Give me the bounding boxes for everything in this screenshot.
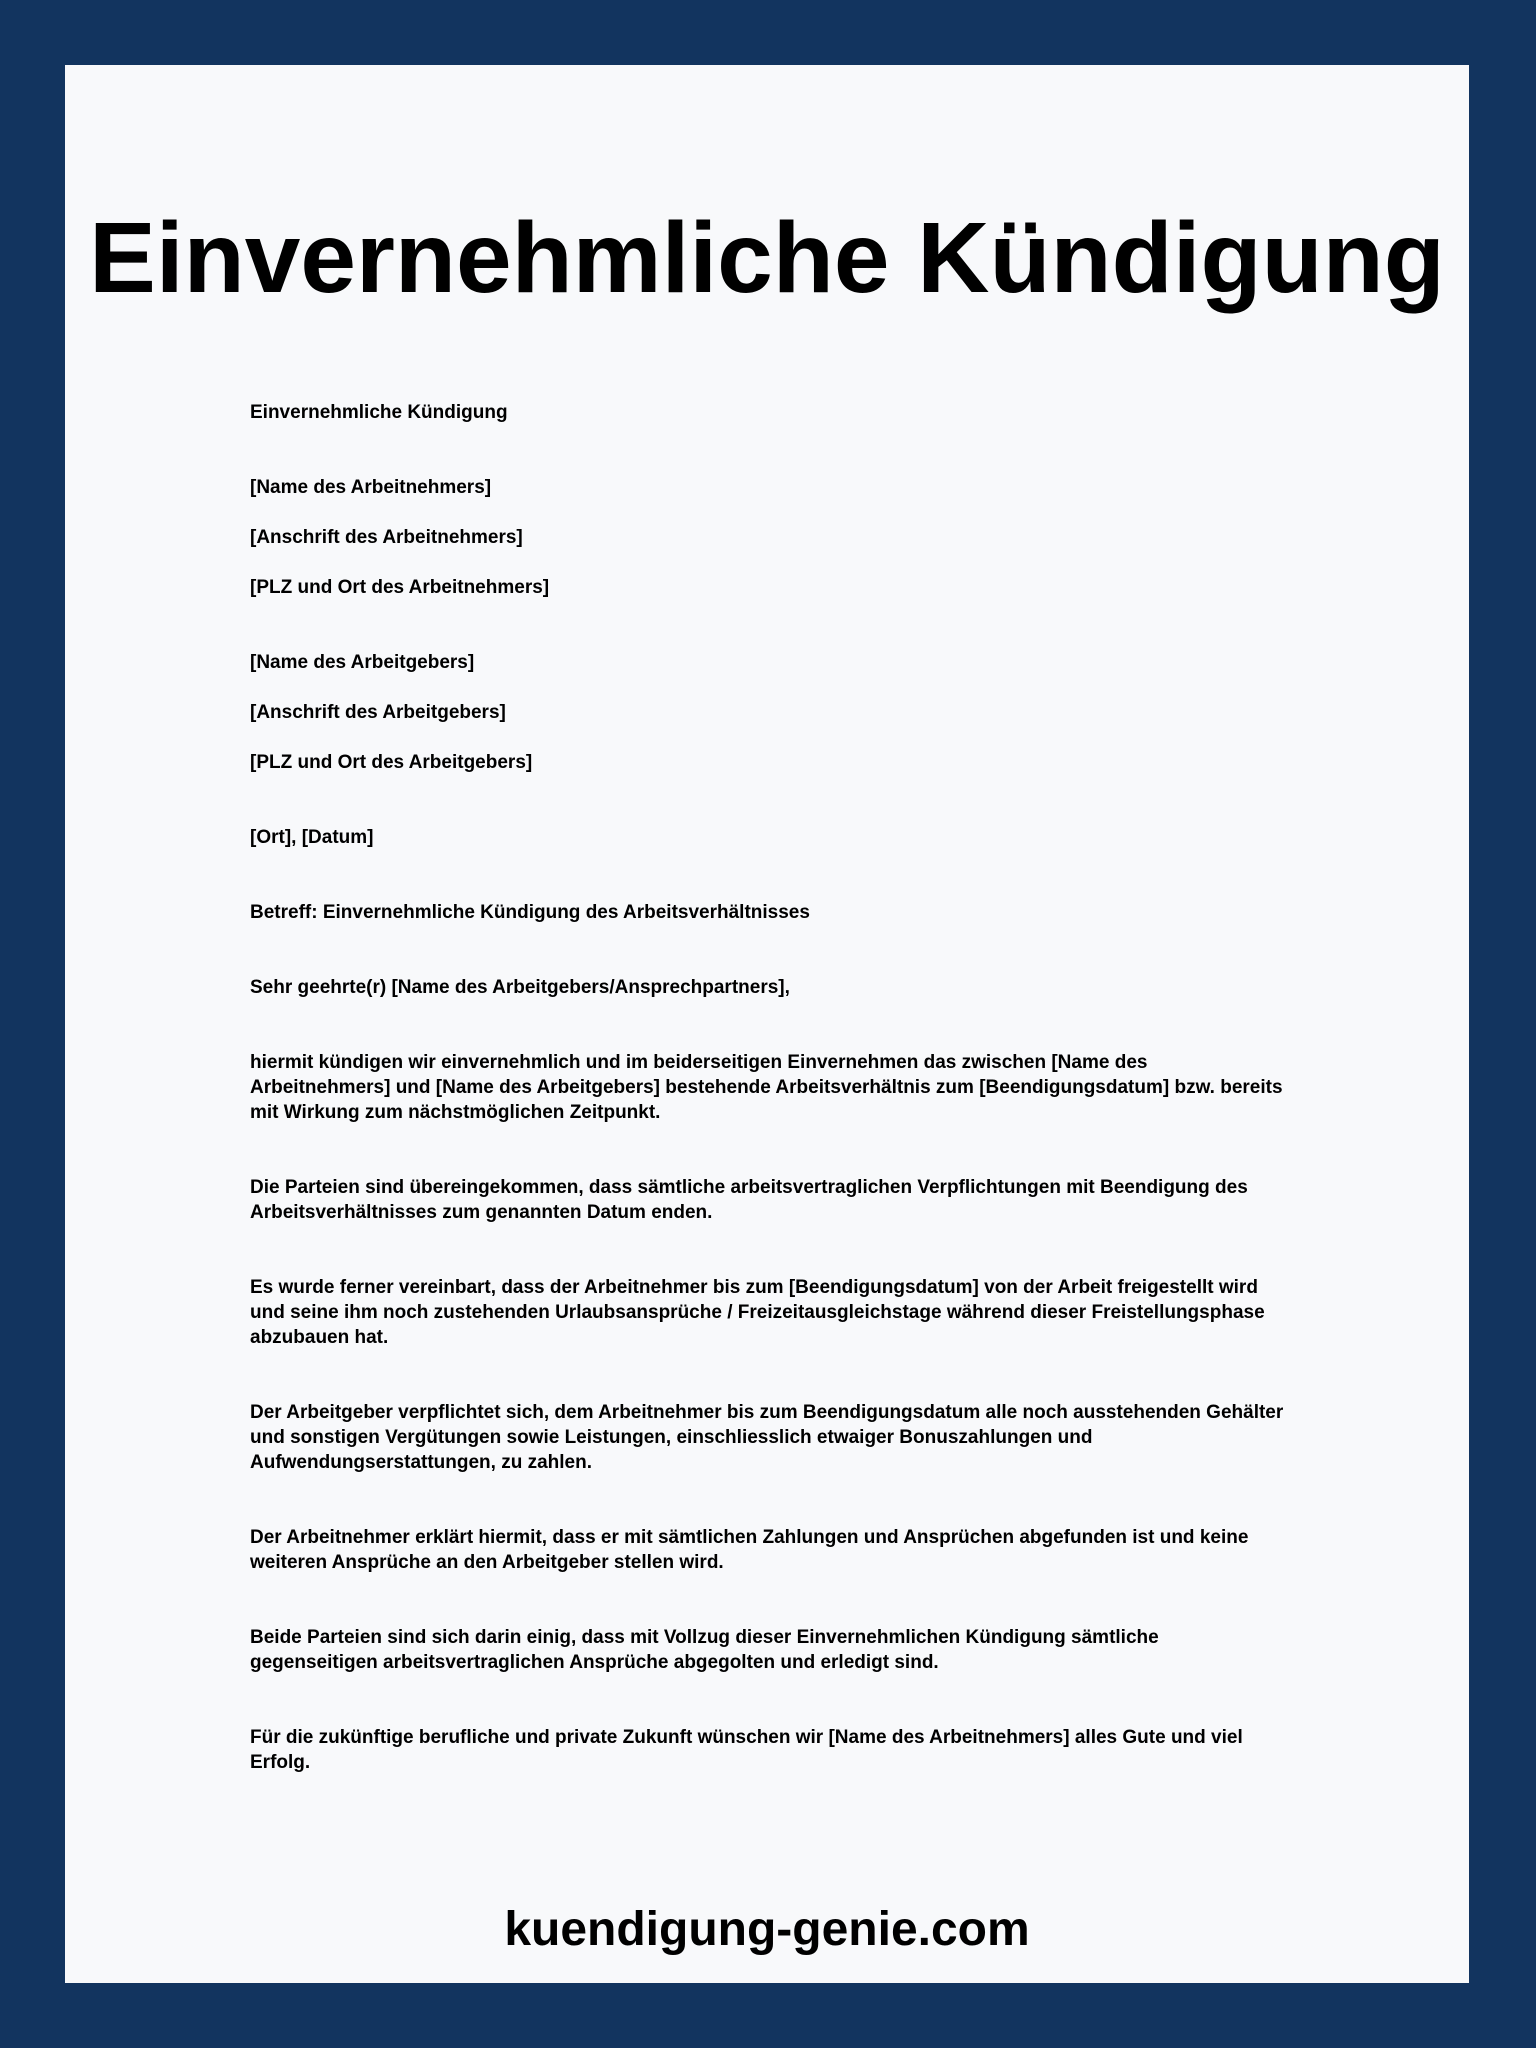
salutation: Sehr geehrte(r) [Name des Arbeitgebers/Ansprechpartners], xyxy=(250,977,790,998)
employer-name: [Name des Arbeitgebers] xyxy=(250,652,475,673)
document-page xyxy=(65,65,1469,1983)
employee-address-block xyxy=(250,475,1290,600)
place-date: [Ort], [Datum] xyxy=(250,827,374,848)
employee-city: [PLZ und Ort des Arbeitnehmers] xyxy=(250,577,550,598)
footer-site-name: kuendigung-genie.com xyxy=(504,1903,1030,1956)
subject-line: Betreff: Einvernehmliche Kündigung des Arbeitsverhältnisses xyxy=(250,902,810,923)
paragraph-closing-wishes: Für die zukünftige berufliche und private Zukunft wünschen wir [Name des Arbeitnehmers] alles Gute und viel Erfolg. xyxy=(250,1727,1243,1773)
paragraph-termination: hiermit kündigen wir einvernehmlich und im beiderseitigen Einvernehmen das zwischen [Name des Arbeitnehmers] und [Name des Arbeitgebers] bestehende Arbeitsverhältnis zum [Beendigungsdatum] bzw. bereits mit Wirkung zum nächstmöglichen Zeitpunkt. xyxy=(250,1052,1283,1123)
letter-body xyxy=(250,400,1290,1775)
paragraph-obligations: Die Parteien sind übereingekommen, dass sämtliche arbeitsvertraglichen Verpflichtungen mit Beendigung des Arbeitsverhältnisses zum genannten Datum enden. xyxy=(250,1177,1248,1223)
paragraph-release: Es wurde ferner vereinbart, dass der Arbeitnehmer bis zum [Beendigungsdatum] von der Arbeit freigestellt wird und seine ihm noch zustehenden Urlaubsansprüche / Freizeitausgleichstage während dieser Freistellungsphase abzubauen hat. xyxy=(250,1277,1265,1348)
page-title: Einvernehmliche Kündigung xyxy=(89,202,1445,314)
paragraph-mutual-claims: Beide Parteien sind sich darin einig, dass mit Vollzug dieser Einvernehmlichen Kündigung sämtliche gegenseitigen arbeitsvertraglichen Ansprüche abgegolten und erledigt sind. xyxy=(250,1627,1159,1673)
employer-address: [Anschrift des Arbeitgebers] xyxy=(250,702,506,723)
employer-address-block xyxy=(250,650,1290,775)
employer-city: [PLZ und Ort des Arbeitgebers] xyxy=(250,752,533,773)
employee-name: [Name des Arbeitnehmers] xyxy=(250,477,492,498)
employee-address: [Anschrift des Arbeitnehmers] xyxy=(250,527,523,548)
paragraph-settlement: Der Arbeitnehmer erklärt hiermit, dass er mit sämtlichen Zahlungen und Ansprüchen abgefunden ist und keine weiteren Ansprüche an den Arbeitgeber stellen wird. xyxy=(250,1527,1249,1573)
paragraph-payments: Der Arbeitgeber verpflichtet sich, dem Arbeitnehmer bis zum Beendigungsdatum alle noch ausstehenden Gehälter und sonstigen Vergütungen sowie Leistungen, einschliesslich etwaiger Bonuszahlungen und Aufwendungserstattungen, zu zahlen. xyxy=(250,1402,1284,1473)
letter-heading: Einvernehmliche Kündigung xyxy=(250,402,508,423)
